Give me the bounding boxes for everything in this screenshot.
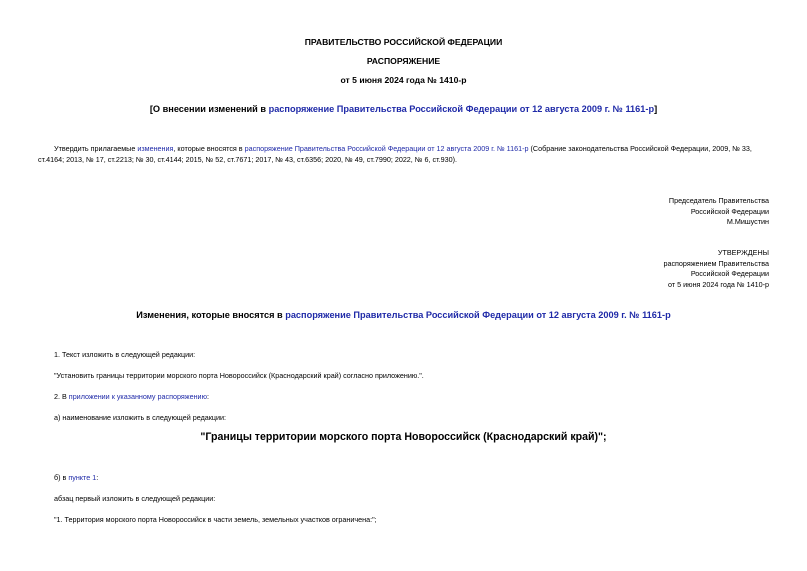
doc-date-number: от 5 июня 2024 года № 1410-р [340, 75, 467, 85]
item-b-text: абзац первый изложить в следующей редакции: [54, 494, 216, 503]
approved-line-4: от 5 июня 2024 года № 1410-р [668, 279, 769, 289]
intro-text-2: , которые вносятся в [173, 144, 245, 153]
intro-text-1: Утвердить прилагаемые [54, 144, 138, 153]
changes-heading-prefix: Изменения, которые вносятся в [136, 310, 286, 320]
approved-line-2: распоряжением Правительства [663, 258, 769, 268]
signature-line-2: Российской Федерации [690, 206, 769, 216]
intro-text-3: (Собрание законодательства Российской Федерации, 2009, № 33, ст.4164; 2013, № 17, ст.2213; № 30, ст.4144; 2015, № 52, ст.7671; 2017, № 43, ст.6356; 2020, № 49, ст.7990; 2022, № 6, ст.930). [38, 144, 752, 164]
heading-prefix: [О внесении изменений в [149, 104, 269, 114]
heading-suffix: ] [654, 104, 658, 114]
item-b-suffix: : [96, 473, 99, 482]
signature-block [669, 196, 769, 228]
item-b [54, 473, 98, 484]
item-a-quote: "Границы территории морского порта Новороссийск (Краснодарский край)"; [200, 431, 607, 443]
intro-link-changes[interactable]: изменения [137, 144, 174, 153]
approved-line-1: УТВЕРЖДЕНЫ [717, 248, 769, 257]
intro-paragraph [38, 144, 772, 165]
item-b-quote: "1. Территория морского порта Новороссийск в части земель, земельных участков ограничена:"; [54, 515, 377, 524]
heading-link[interactable]: распоряжение Правительства Российской Федерации от 12 августа 2009 г. № 1161-р [268, 104, 655, 114]
item-b-link[interactable]: пункте 1 [68, 473, 97, 482]
item-2 [54, 392, 209, 403]
item-1-quote: "Установить границы территории морского порта Новороссийск (Краснодарский край) согласно приложению.". [54, 371, 424, 380]
item-2-suffix: : [206, 392, 209, 401]
org-title: ПРАВИТЕЛЬСТВО РОССИЙСКОЙ ФЕДЕРАЦИИ [304, 37, 503, 47]
doc-type: РАСПОРЯЖЕНИЕ [366, 56, 441, 66]
changes-heading [0, 310, 807, 320]
item-b-prefix: б) в [54, 473, 69, 482]
approved-block [663, 248, 769, 290]
signature-line-3: М.Мишустин [726, 217, 769, 226]
signature-line-1: Председатель Правительства [668, 196, 769, 205]
approved-line-3: Российской Федерации [690, 269, 769, 278]
item-2-prefix: 2. В [54, 392, 69, 401]
item-1: 1. Текст изложить в следующей редакции: [54, 350, 196, 359]
item-a: а) наименование изложить в следующей редакции: [54, 413, 227, 422]
intro-link-order[interactable]: распоряжение Правительства Российской Федерации от 12 августа 2009 г. № 1161-р [244, 144, 529, 153]
document-heading [0, 104, 807, 114]
item-2-link[interactable]: приложении к указанному распоряжению [68, 392, 207, 401]
changes-heading-link[interactable]: распоряжение Правительства Российской Федерации от 12 августа 2009 г. № 1161-р [285, 310, 671, 320]
